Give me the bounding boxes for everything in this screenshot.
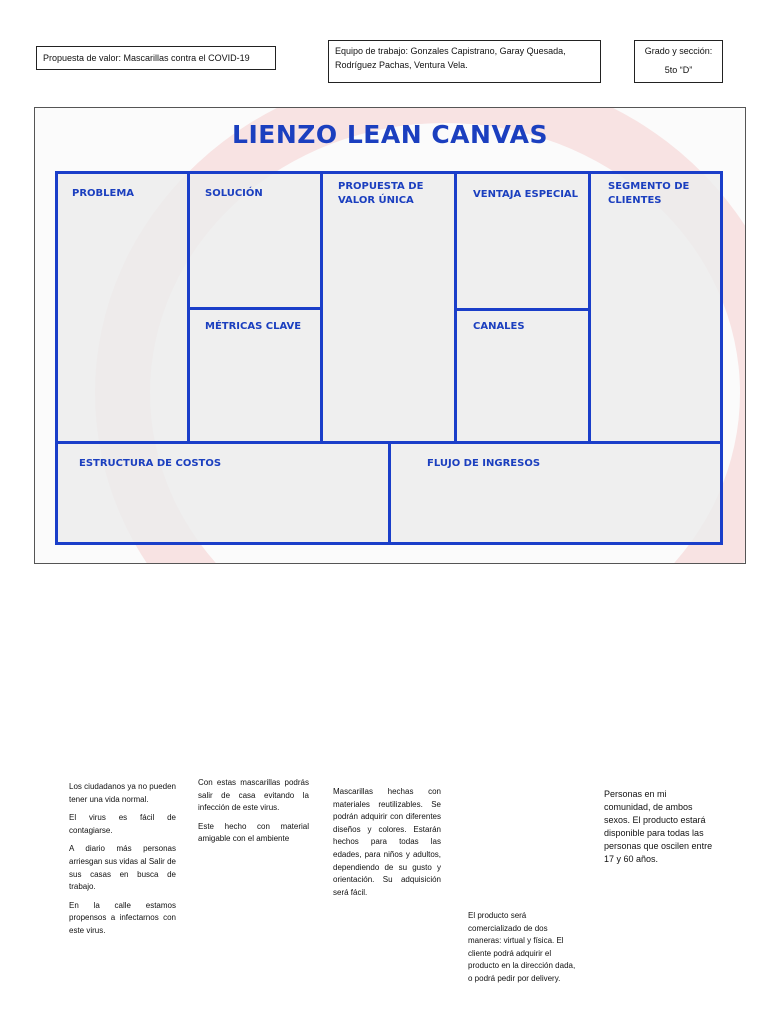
grade-value: 5to “D” <box>664 65 693 75</box>
solucion-item: Este hecho con material amigable con el ambiente <box>198 821 309 844</box>
value-proposition-text: Propuesta de valor: Mascarillas contra el COVID-19 <box>43 53 250 63</box>
solucion-item: Con estas mascarillas podrás salir de casa evitando la infección de este virus. <box>198 778 309 813</box>
problema-item: En la calle estamos propensos a infectarnos con este virus. <box>69 900 176 935</box>
value-proposition-box <box>36 46 276 70</box>
team-line-2: Rodríguez Pachas, Ventura Vela. <box>335 60 468 70</box>
label-ventaja: VENTAJA ESPECIAL <box>473 189 579 200</box>
problema-item: El virus es fácil de contagiarse. <box>69 813 176 835</box>
grade-label: Grado y sección: <box>644 46 713 56</box>
segmento-content <box>604 788 714 872</box>
canales-content <box>468 910 578 992</box>
label-canales: CANALES <box>473 321 525 332</box>
propuesta-text: Mascarillas hechas con materiales reutilizables. Se podrán adquirir con diferentes diseños y colores. Estarán hechos para todas las edades, para niños y adultos, dependiendo de su gusto y orientación. Su adquisición será fácil. <box>333 787 441 897</box>
team-line-1: Equipo de trabajo: Gonzales Capistrano, Garay Quesada, <box>335 46 566 56</box>
lean-canvas-image <box>34 107 746 564</box>
propuesta-content <box>333 786 441 905</box>
canvas-grid <box>55 171 723 545</box>
solucion-content <box>198 777 309 852</box>
label-costos: ESTRUCTURA DE COSTOS <box>79 458 222 469</box>
label-ingresos: FLUJO DE INGRESOS <box>427 458 541 469</box>
divider <box>188 307 322 310</box>
label-solucion: SOLUCIÓN <box>205 188 263 199</box>
grade-box <box>634 40 723 83</box>
problema-item: Los ciudadanos ya no pueden tener una vida normal. <box>69 782 176 804</box>
problema-content <box>69 781 176 944</box>
label-propuesta <box>338 180 423 207</box>
divider <box>455 308 589 311</box>
label-propuesta-line-1: PROPUESTA DE <box>338 181 424 192</box>
label-metricas: MÉTRICAS CLAVE <box>205 321 302 332</box>
label-propuesta-line-2: VALOR ÚNICA <box>338 195 414 206</box>
divider <box>388 441 391 542</box>
problema-item: A diario más personas arriesgan sus vidas al Salir de sus casas en busca de trabajo. <box>69 844 176 892</box>
segmento-text: Personas en mi comunidad, de ambos sexos. El producto estará disponible para todas las personas que oscilen entre 17 y 60 años. <box>604 789 713 864</box>
label-segmento-line-2: CLIENTES <box>608 195 662 206</box>
label-problema: PROBLEMA <box>72 188 135 199</box>
canvas-title: LIENZO LEAN CANVAS <box>232 120 548 149</box>
team-box <box>328 40 601 83</box>
canales-text: El producto será comercializado de dos maneras: virtual y física. El cliente podrá adquirir el producto en la dirección dada, o podrá pedir por delivery. <box>468 911 576 983</box>
label-segmento-line-1: SEGMENTO DE <box>608 181 690 192</box>
label-segmento <box>608 180 689 207</box>
